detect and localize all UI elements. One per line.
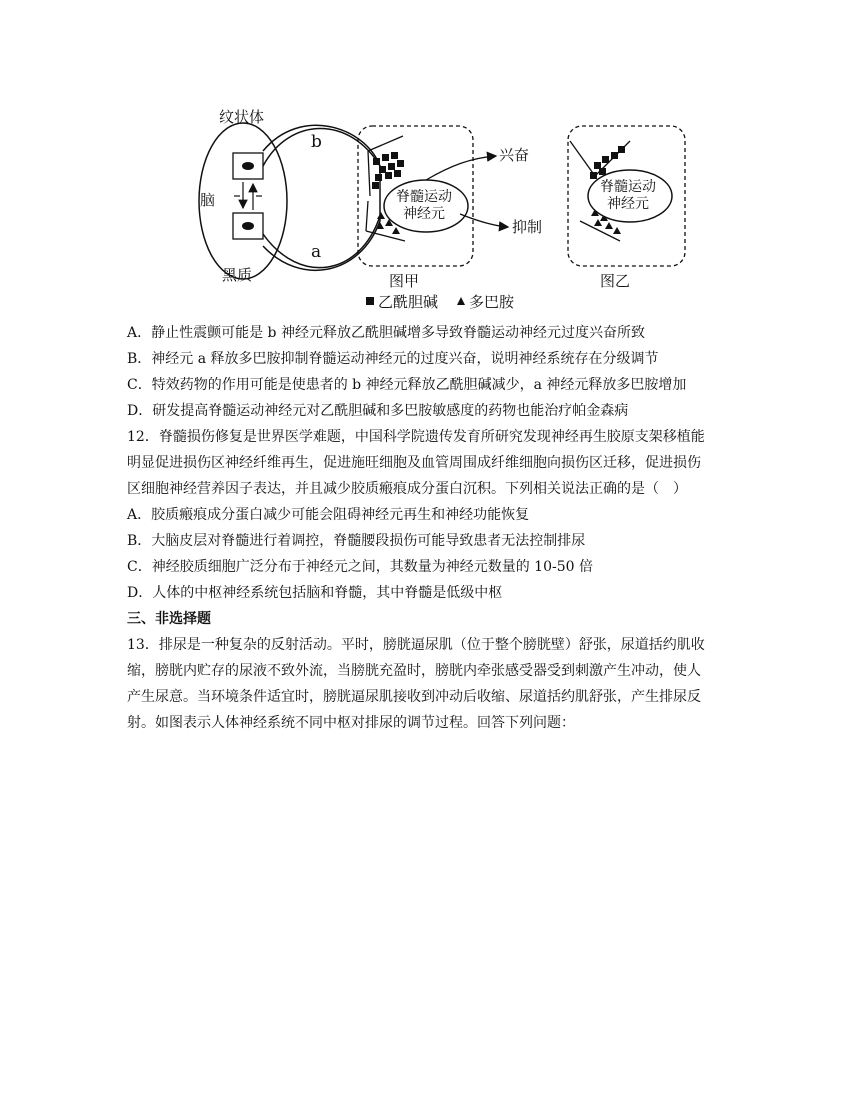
legend-acetylcholine: 乙酰胆碱 xyxy=(378,293,439,311)
section-title: 三、非选择题 xyxy=(127,611,211,627)
q12-stem-line-2: 明显促进损伤区神经纤维再生，促进施旺细胞及血管周围成纤维细胞向损伤区迁移，促进损伤 xyxy=(127,455,701,471)
label-motor-neuron-yi-line1: 脊髓运动 xyxy=(600,179,656,195)
label-motor-neuron-jia-line1: 脊髓运动 xyxy=(396,189,452,205)
legend-triangle-icon xyxy=(457,297,465,305)
legend-dopamine: 多巴胺 xyxy=(469,293,515,311)
q12-stem-line-3: 区细胞神经营养因子表达，并且减少胶质瘢痕成分蛋白沉积。下列相关说法正确的是（ ） xyxy=(127,481,687,497)
q11-option-b: B．神经元 a 释放多巴胺抑制脊髓运动神经元的过度兴奋，说明神经系统存在分级调节 xyxy=(127,351,659,367)
q13-stem-line-4: 射。如图表示人体神经系统不同中枢对排尿的调节过程。回答下列问题： xyxy=(127,715,575,731)
label-motor-neuron-yi-line2: 神经元 xyxy=(607,196,649,212)
q12-option-d: D．人体的中枢神经系统包括脑和脊髓，其中脊髓是低级中枢 xyxy=(127,585,503,601)
question-text-body xyxy=(127,320,737,736)
neural-circuit-figure xyxy=(190,96,710,316)
q12-stem-line-1: 12．脊髓损伤修复是世界医学难题，中国科学院遗传发育所研究发现神经再生胶原支架移植能 xyxy=(127,429,705,445)
q11-option-a: A．静止性震颤可能是 b 神经元释放乙酰胆碱增多导致脊髓运动神经元过度兴奋所致 xyxy=(127,325,645,341)
q12-option-c: C．神经胶质细胞广泛分布于神经元之间，其数量为神经元数量的 10-50 倍 xyxy=(127,559,593,575)
label-brain: 脑 xyxy=(200,191,216,209)
label-motor-neuron-jia-line2: 神经元 xyxy=(403,206,445,222)
label-substantia-nigra: 黑质 xyxy=(222,266,253,284)
q11-option-c: C．特效药物的作用可能是使患者的 b 神经元释放乙酰胆碱减少，a 神经元释放多巴胺增加 xyxy=(127,377,687,393)
label-excite: 兴奋 xyxy=(499,146,530,164)
q13-stem-line-1: 13．排尿是一种复杂的反射活动。平时，膀胱逼尿肌（位于整个膀胱壁）舒张，尿道括约肌收 xyxy=(127,637,705,653)
legend-square-icon xyxy=(366,297,374,305)
caption-figure-jia: 图甲 xyxy=(389,272,420,290)
q13-stem-line-2: 缩，膀胱内贮存的尿液不致外流，当膀胱充盈时，膀胱内牵张感受器受到刺激产生冲动，使人 xyxy=(127,663,701,679)
caption-figure-yi: 图乙 xyxy=(600,272,631,290)
q12-option-a: A．胶质瘢痕成分蛋白减少可能会阻碍神经元再生和神经功能恢复 xyxy=(127,507,530,523)
q12-option-b: B．大脑皮层对脊髓进行着调控，脊髓腰段损伤可能导致患者无法控制排尿 xyxy=(127,533,586,549)
label-inhibit: 抑制 xyxy=(512,218,543,236)
label-a: a xyxy=(311,242,322,262)
label-striatum: 纹状体 xyxy=(219,108,265,126)
q11-option-d: D．研发提高脊髓运动神经元对乙酰胆碱和多巴胺敏感度的药物也能治疗帕金森病 xyxy=(127,403,629,419)
label-b: b xyxy=(311,132,322,152)
q13-stem-line-3: 产生尿意。当环境条件适宜时，膀胱逼尿肌接收到冲动后收缩、尿道括约肌舒张，产生排尿反 xyxy=(127,689,701,705)
